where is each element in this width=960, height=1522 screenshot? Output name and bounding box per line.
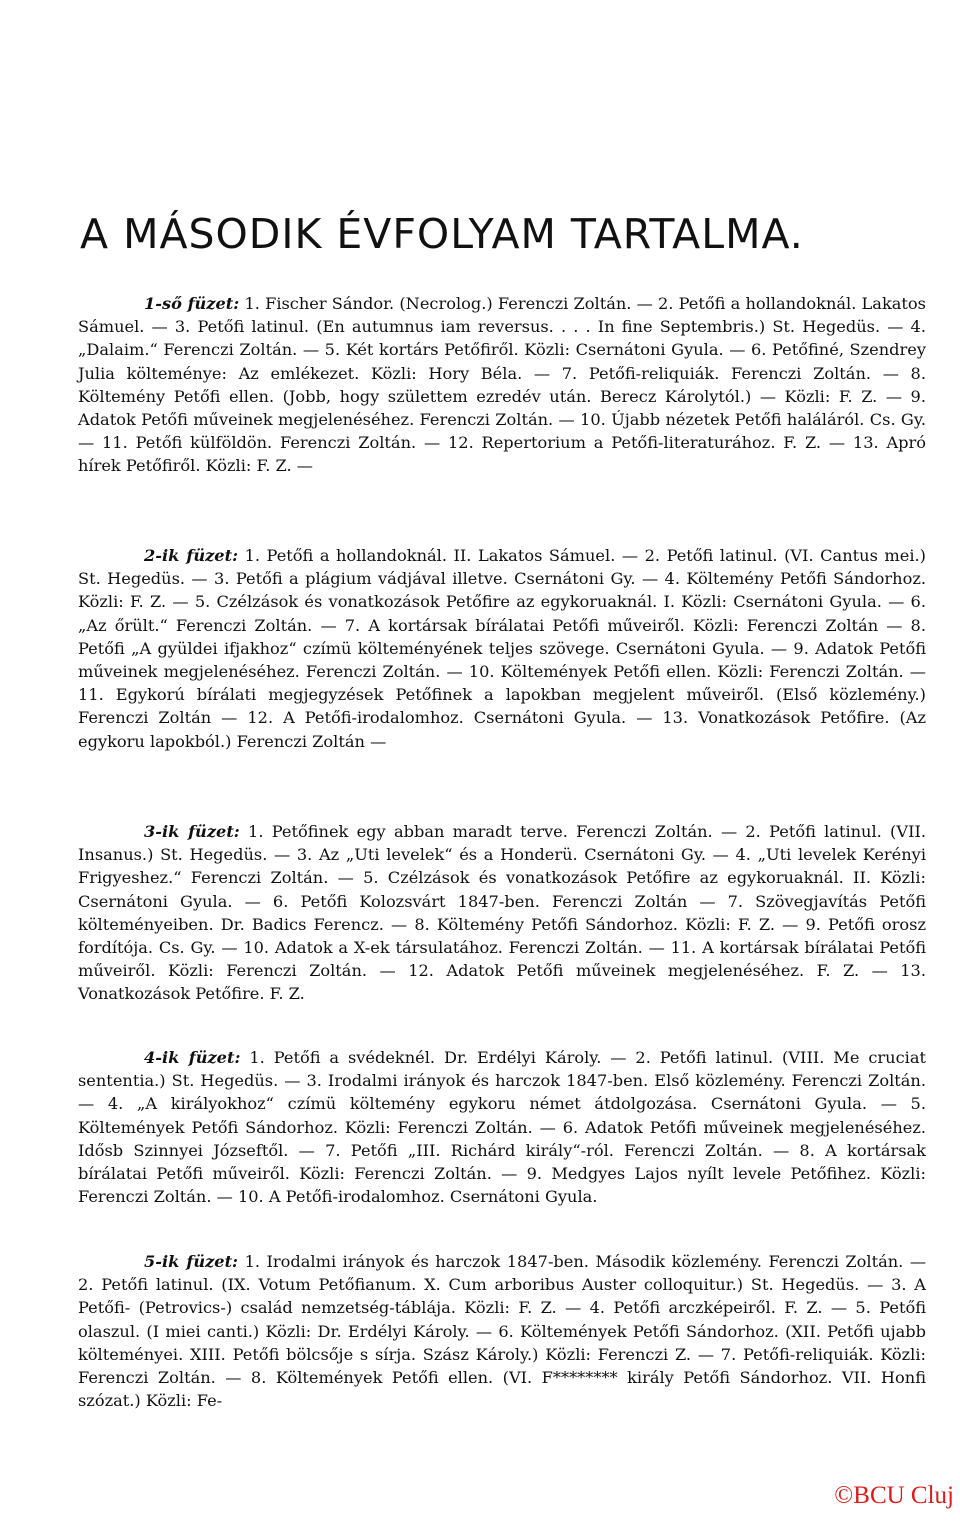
issue-text: 1. Fischer Sándor. (Necrolog.) Ferenczi Zoltán. — 2. Petőfi a hollandoknál. Lakatos Sámuel. — 3. Petőfi latinul. (En autumnus iam reversus. . . . In fine Septembris.) St. Hegedüs. — 4. „Dalaim.“ Ferenczi Zoltán. — 5. Két kortárs Petőfiről. Közli: Csernátoni Gyula. — 6. Petőfiné, Szendrey Julia költeménye: Az emlékezet. Közli: Hory Béla. — 7. Petőfi-reliquiák. Ferenczi Zoltán. — 8. Költemény Petőfi ellen. (Jobb, hogy születtem ezredév után. Berecz Károlytól.) — Közli: F. Z. — 9. Adatok Petőfi műveinek megjelenéséhez. Ferenczi Zoltán. — 10. Újabb nézetek Petőfi haláláról. Cs. Gy. — 11. Petőfi külföldön. Ferenczi Zoltán. — 12. Repertorium a Petőfi-literaturához. F. Z. — 13. Apró hírek Petőfiről. Közli: F. Z. — [78,294,926,476]
issue-label: 1-ső füzet: [144,294,240,313]
issue-text: 1. Petőfi a hollandoknál. II. Lakatos Sámuel. — 2. Petőfi latinul. (VI. Cantus mei.) St. Hegedüs. — 3. Petőfi a plágium vádjával illetve. Csernátoni Gy. — 4. Költemény Petőfi Sándorhoz. Közli: F. Z. — 5. Czélzások és vonatkozások Petőfire az egykoruaknál. I. Közli: Csernátoni Gyula. — 6. „Az őrült.“ Ferenczi Zoltán. — 7. A kortársak bírálatai Petőfi műveiről. Közli: Ferenczi Zoltán — 8. Petőfi „A gyüldei ifjakhoz“ czímü költeményének teljes szövege. Csernátoni Gyula. — 9. Adatok Petőfi műveinek megjelenéséhez. Ferenczi Zoltán. — 10. Költemények Petőfi ellen. Közli: Ferenczi Zoltán. — 11. Egykorú bírálati megjegyzések Petőfinek a lapokban megjelent műveiről. (Első közlemény.) Ferenczi Zoltán — 12. A Petőfi-irodalomhoz. Csernátoni Gyula. — 13. Vonatkozások Petőfire. (Az egykoru lapokból.) Ferenczi Zoltán — [78,546,926,751]
issue-2-contents [78,544,926,753]
issue-3-contents [78,820,926,1006]
issue-text: 1. Petőfinek egy abban maradt terve. Ferenczi Zoltán. — 2. Petőfi latinul. (VII. Insanus.) St. Hegedüs. — 3. Az „Uti levelek“ és a Honderü. Csernátoni Gy. — 4. „Uti levelek Kerényi Frigyeshez.“ Ferenczi Zoltán. — 5. Czélzások és vonatkozások Petőfire az egykoruaknál. II. Közli: Csernátoni Gyula. — 6. Petőfi Kolozsvárt 1847-ben. Ferenczi Zoltán — 7. Szövegjavítás Petőfi költeményeiben. Dr. Badics Ferencz. — 8. Költemény Petőfi Sándorhoz. Közli: F. Z. — 9. Petőfi orosz fordítója. Cs. Gy. — 10. Adatok a X-ek társulatához. Ferenczi Zoltán. — 11. A kortársak bírálatai Petőfi műveiről. Közli: Ferenczi Zoltán. — 12. Adatok Petőfi műveinek megjelenéséhez. F. Z. — 13. Vonatkozások Petőfire. F. Z. [78,822,927,1004]
page-title: A MÁSODIK ÉVFOLYAM TARTALMA. [80,210,804,258]
issue-5-contents [78,1250,926,1412]
issue-label: 5-ik füzet: [144,1252,239,1271]
issue-label: 2-ik füzet: [144,546,239,565]
issue-text: 1. Irodalmi irányok és harczok 1847-ben. Második közlemény. Ferenczi Zoltán. — 2. Petőfi latinul. (IX. Votum Petőfianum. X. Cum arboribus Auster colloquitur.) St. Hegedüs. — 3. A Petőfi- (Petrovics-) család nemzetség-táblája. Közli: F. Z. — 4. Petőfi arczképeiről. F. Z. — 5. Petőfi olaszul. (I miei canti.) Közli: Dr. Erdélyi Károly. — 6. Költemények Petőfi Sándorhoz. (XII. Petőfi ujabb költeményei. XIII. Petőfi bölcsője s sírja. Szász Károly.) Közli: Ferenczi Z. — 7. Petőfi-reliquiák. Közli: Ferenczi Zoltán. — 8. Költemények Petőfi ellen. (VI. F******** király Petőfi Sándorhoz. VII. Honfi szózat.) Közli: Fe- [78,1252,927,1411]
issue-text: 1. Petőfi a svédeknél. Dr. Erdélyi Károly. — 2. Petőfi latinul. (VIII. Me cruciat sententia.) St. Hegedüs. — 3. Irodalmi irányok és harczok 1847-ben. Első közlemény. Ferenczi Zoltán. — 4. „A királyokhoz“ czímü költemény egykoru német átdolgozása. Csernátoni Gyula. — 5. Költemények Petőfi Sándorhoz. Közli: Ferenczi Zoltán. — 6. Adatok Petőfi műveinek megjelenéséhez. Idősb Szinnyei Józseftől. — 7. Petőfi „III. Richárd király“-ról. Ferenczi Zoltán. — 8. A kortársak bírálatai Petőfi műveiről. Közli: Ferenczi Zoltán. — 9. Medgyes Lajos nyílt levele Petőfihez. Közli: Ferenczi Zoltán. — 10. A Petőfi-irodalomhoz. Csernátoni Gyula. [78,1048,926,1207]
issue-4-contents [78,1046,926,1208]
library-watermark: ©BCU Cluj [834,1482,954,1509]
issue-label: 4-ik füzet: [144,1048,241,1067]
issue-1-contents [78,292,926,478]
issue-label: 3-ik füzet: [144,822,240,841]
